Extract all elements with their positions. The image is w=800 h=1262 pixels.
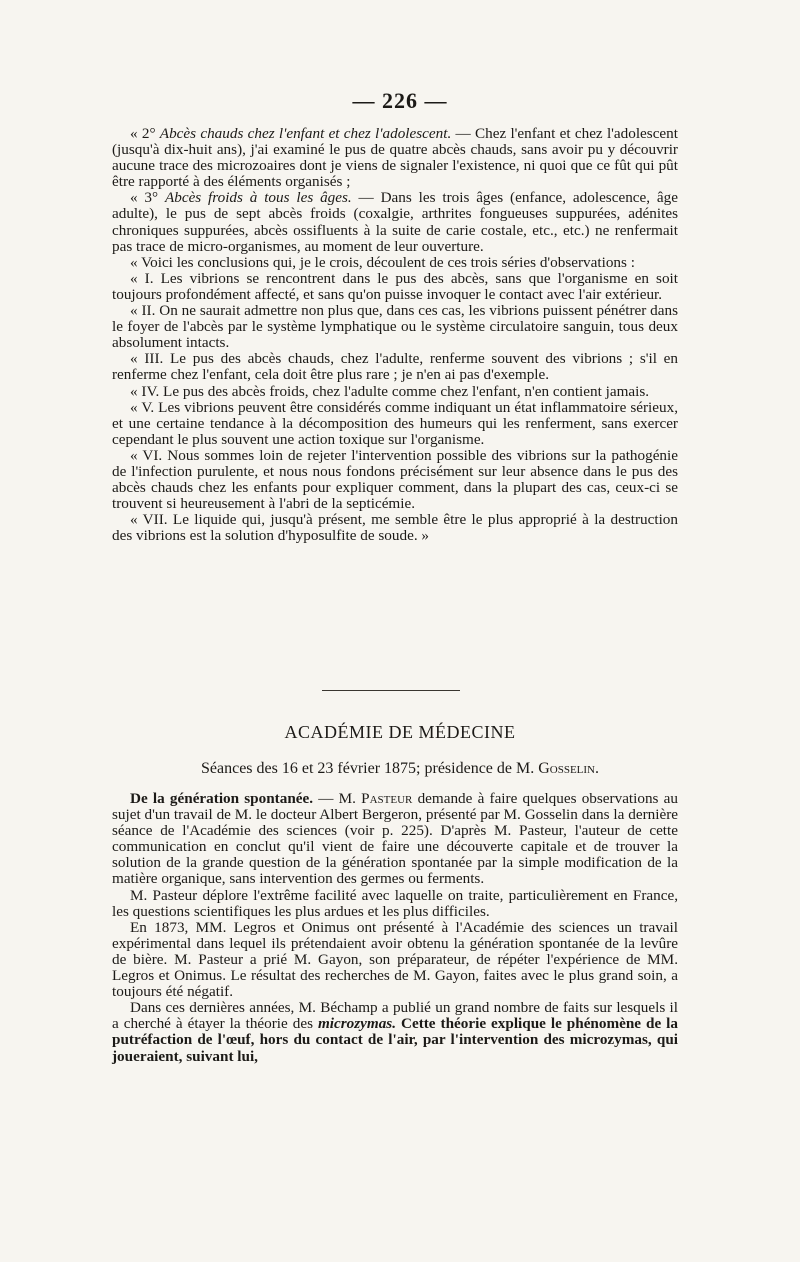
session-president: Gosselin xyxy=(538,760,595,777)
paragraph-text: « I. Les vibrions se rencontrent dans le pus des abcès, sans que l'organisme en soit toujours profondément affecté, et sans qu'on puisse invoquer le contact avec l'air extérieur. xyxy=(112,269,678,303)
article-paragraph-2: M. Pasteur déplore l'extrême facilité avec laquelle on traite, particulièrement en France, les questions scientifiques les plus ardues et les plus difficiles. xyxy=(112,886,678,920)
article-paragraph-3: En 1873, MM. Legros et Onimus ont présenté à l'Académie des sciences un travail expérimental dans lequel ils prétendaient avoir obtenu la génération spontanée de la levûre de bière. M. Pasteur a prié M. Gayon, son préparateur, de répéter l'expérience de MM. Legros et Onimus. Le résultat des recherches de M. Gayon, faites avec le plus grand soin, a toujours été négatif. xyxy=(112,918,678,1001)
article-heading: De la génération spontanée. xyxy=(130,790,314,807)
paragraph-lead: « 3° xyxy=(130,189,165,207)
letter-paragraph xyxy=(112,303,678,351)
letter-paragraph xyxy=(112,255,678,271)
article-paragraph-4 xyxy=(112,1000,678,1064)
paragraph-lead: « 2° xyxy=(130,125,160,142)
letter-paragraph xyxy=(112,126,678,190)
article xyxy=(112,791,678,1065)
paragraph-italic-heading: Abcès chauds chez l'enfant et chez l'adolescent. xyxy=(159,125,452,142)
paragraph-text: — Dans les trois âges (enfance, adolescence, âge adulte), le pus de sept abcès froids (coxalgie, arthrites fongueuses suppurées, adénites chroniques suppurées, abcès ossifluents à la suite de carie costale, etc., etc.) ne renfermait pas trace de micro-organismes, au moment de leur ouverture. xyxy=(112,189,678,255)
letter-paragraph xyxy=(112,384,678,400)
italic-term: microzymas. xyxy=(317,1015,397,1033)
article-paragraph-1 xyxy=(112,791,678,888)
letter-paragraph xyxy=(112,271,678,303)
paragraph-text: « II. On ne saurait admettre non plus que, dans ces cas, les vibrions puissent pénétrer dans le foyer de l'abcès par le système lymphatique ou le système circulatoire sanguin, tous deux absolument intacts. xyxy=(112,302,678,352)
paragraph-text: — Chez l'enfant et chez l'adolescent (jusqu'à dix-huit ans), j'ai examiné le pus de quatre abcès chauds, sans avoir pu y découvrir aucune trace des microzoaires dont je viens de signaler l'existence, ni quoi que ce fût qui pût être rapporté à des éléments organisés ; xyxy=(112,125,678,191)
session-end: . xyxy=(595,760,599,777)
letter-paragraph xyxy=(112,400,678,448)
paragraph-text: « VI. Nous sommes loin de rejeter l'intervention possible des vibrions sur la pathogénie de l'infection purulente, et nous nous fondons précisément sur leur absence dans le pus des abcès chauds chez les enfants pour expliquer comment, dans la plupart des cas, ceux-ci se trouvent si heureusement à l'abri de la septicémie. xyxy=(112,446,678,513)
letter-paragraph xyxy=(112,190,678,254)
article-text: Cette théorie explique le phénomène de la putréfaction de l'œuf, hors du contact de l'air, par l'intervention des microzymas, qui joueraient, suivant lui, xyxy=(112,1015,678,1065)
letter-excerpt xyxy=(112,126,678,544)
letter-paragraph xyxy=(112,512,678,544)
section-title: ACADÉMIE DE MÉDECINE xyxy=(284,722,516,742)
article-text: demande à faire quelques observations au sujet d'un travail de M. le docteur Albert Bergeron, présenté par M. Gosselin dans la dernière séance de l'Académie des sciences (voir p. 225). D'après M. Pasteur, l'auteur de cette communication en conclut qu'il vient de faire une découverte capitale et de trouver la solution de la grande question de la génération spontanée par la simple modification de la matière organique, sans intervention des germes ou ferments. xyxy=(112,790,678,888)
author-name: Pasteur xyxy=(361,790,413,807)
session-line xyxy=(0,760,800,778)
page-number: — 226 — xyxy=(352,88,448,113)
paragraph-text: « Voici les conclusions qui, je le crois, découlent de ces trois séries d'observations : xyxy=(130,253,635,271)
paragraph-text: « IV. Le pus des abcès froids, chez l'adulte comme chez l'enfant, n'en contient jamais. xyxy=(130,382,650,400)
article-text: Dans ces dernières années, M. Béchamp a publié un grand nombre de faits sur lesquels il a cherché à étayer la théorie des xyxy=(112,999,678,1033)
section-divider xyxy=(322,690,460,691)
session-text: Séances des 16 et 23 février 1875; présidence de M. xyxy=(201,760,539,777)
article-text: — M. xyxy=(313,790,362,807)
paragraph-text: « VII. Le liquide qui, jusqu'à présent, me semble être le plus approprié à la destruction des vibrions est la solution d'hyposulfite de soude. » xyxy=(112,511,678,545)
letter-paragraph xyxy=(112,351,678,383)
paragraph-italic-heading: Abcès froids à tous les âges. xyxy=(164,189,352,207)
letter-paragraph xyxy=(112,448,678,512)
paragraph-text: « V. Les vibrions peuvent être considérés comme indiquant un état inflammatoire sérieux, et une certaine tendance à la décomposition des humeurs qui les renferment, sans exercer cependant le plus souvent une action toxique sur l'organisme. xyxy=(112,398,678,448)
paragraph-text: « III. Le pus des abcès chauds, chez l'adulte, renferme souvent des vibrions ; s'il en renferme chez l'enfant, cela doit être plus rare ; je n'en ai pas d'exemple. xyxy=(112,350,678,384)
